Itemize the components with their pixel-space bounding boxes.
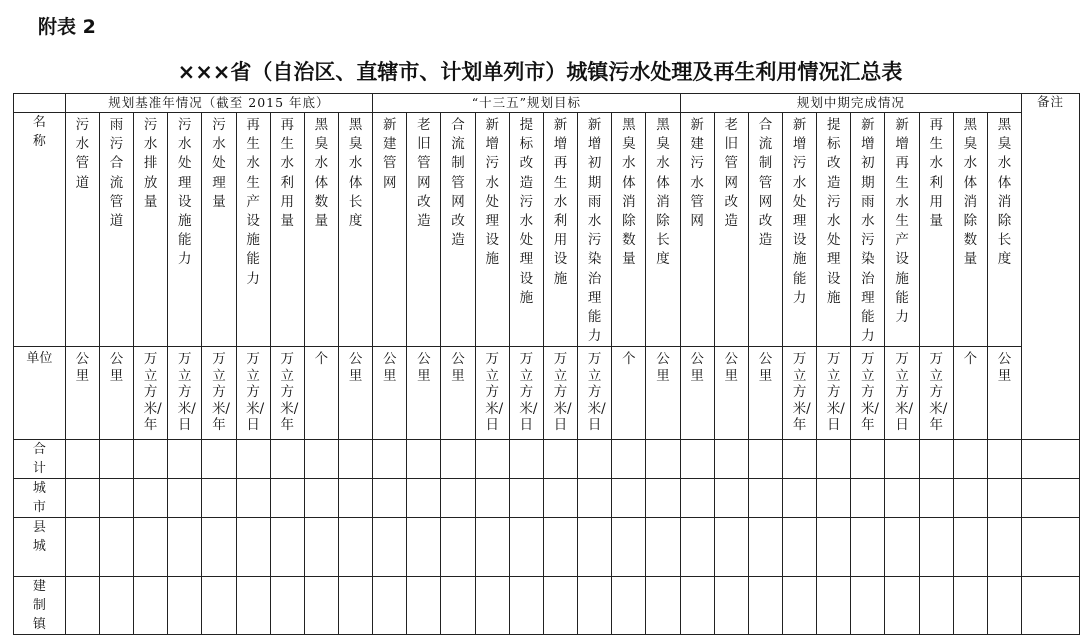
column-header-label: 黑臭水体消除数量 [622,117,636,268]
total-data-cell [338,440,372,479]
unit-cell [817,347,851,440]
unit-label: 万立方米/日 [177,351,196,434]
city-data-cell [509,479,543,518]
county-data-cell [680,518,714,577]
table-title: ×××省（自治区、直辖市、计划单列市）城镇污水处理及再生利用情况汇总表 [177,60,903,84]
total-data-cell [851,440,885,479]
total-data-cell [543,440,577,479]
column-header [134,113,168,347]
column-header-label: 合流制管网改造 [451,117,465,249]
total-data-cell [304,440,338,479]
group-header-row [14,94,1080,113]
city-data-cell [680,479,714,518]
column-header [236,113,270,347]
city-data-cell [885,479,919,518]
column-header [783,113,817,347]
town-data-cell [919,577,953,635]
unit-label: 万立方米/日 [587,351,606,434]
city-data-cell [578,479,612,518]
town-data-cell [134,577,168,635]
column-header-label: 新增初期雨水污染治理能力 [861,117,875,345]
total-data-cell [885,440,919,479]
unit-cell [543,347,577,440]
city-data-cell [236,479,270,518]
unit-label: 万立方米/年 [143,351,162,434]
county-data-cell [304,518,338,577]
town-data-cell [65,577,99,635]
column-header [919,113,953,347]
town-data-cell [953,577,987,635]
county-data-cell [338,518,372,577]
city-data-cell [817,479,851,518]
city-data-cell [202,479,236,518]
column-header-label: 新增污水处理设施 [485,117,499,268]
county-data-cell [646,518,680,577]
county-data-cell [748,518,782,577]
unit-cell [304,347,338,440]
town-data-cell [236,577,270,635]
city-data-cell [441,479,475,518]
county-data-cell [202,518,236,577]
county-data-cell [919,518,953,577]
county-data-cell [270,518,304,577]
town-data-cell [578,577,612,635]
row-label-county: 县城 [14,518,66,577]
total-data-cell [509,440,543,479]
total-data-cell [714,440,748,479]
unit-label: 公里 [690,351,704,384]
column-header [99,113,133,347]
county-data-cell [851,518,885,577]
column-header-label: 黑臭水体消除长度 [997,117,1012,268]
town-data-cell [338,577,372,635]
city-data-cell [543,479,577,518]
column-name-row [14,113,1080,347]
column-header [304,113,338,347]
unit-label: 万立方米/日 [246,351,265,434]
total-data-cell [817,440,851,479]
column-header-label: 黑臭水体长度 [348,117,363,230]
row-label-total: 合计 [14,440,66,479]
city-data-cell [919,479,953,518]
unit-label: 万立方米/年 [280,351,299,434]
column-header [680,113,714,347]
total-data-cell [578,440,612,479]
county-data-cell [612,518,646,577]
column-header-label: 老旧管网改造 [417,117,431,230]
county-data-cell [441,518,475,577]
total-data-cell [236,440,270,479]
unit-label: 万立方米/年 [792,351,811,434]
unit-label: 公里 [724,351,739,384]
corner-cell [14,94,66,113]
column-header [202,113,236,347]
column-header-label: 黑臭水体消除长度 [656,117,670,268]
column-header-label: 再生水利用量 [929,117,943,230]
county-data-cell [475,518,509,577]
county-data-cell [65,518,99,577]
unit-cell [987,347,1021,440]
city-data-cell [748,479,782,518]
unit-cell [783,347,817,440]
county-remarks-cell [1022,518,1080,577]
town-data-cell [851,577,885,635]
total-data-cell [612,440,646,479]
county-data-cell [407,518,441,577]
column-header-label: 污水处理设施能力 [178,117,192,268]
town-row [14,577,1080,635]
county-data-cell [783,518,817,577]
column-header [851,113,885,347]
column-header-label: 雨污合流管道 [109,117,124,230]
column-header [407,113,441,347]
unit-cell [680,347,714,440]
column-header [817,113,851,347]
column-header [509,113,543,347]
town-data-cell [509,577,543,635]
city-data-cell [270,479,304,518]
town-data-cell [543,577,577,635]
unit-label: 万立方米/日 [485,351,504,434]
column-header-label: 新建污水管网 [690,117,704,230]
column-header [65,113,99,347]
unit-cell [338,347,372,440]
total-data-cell [748,440,782,479]
town-data-cell [748,577,782,635]
town-data-cell [202,577,236,635]
unit-label: 公里 [348,351,363,384]
town-data-cell [407,577,441,635]
column-header-label: 老旧管网改造 [724,117,739,230]
column-header [714,113,748,347]
total-data-cell [783,440,817,479]
unit-cell [168,347,202,440]
unit-label: 公里 [997,351,1012,384]
town-data-cell [475,577,509,635]
column-header-label: 黑臭水体消除数量 [963,117,978,268]
total-data-cell [373,440,407,479]
unit-label: 个 [314,351,329,368]
city-data-cell [714,479,748,518]
total-data-cell [441,440,475,479]
column-header [373,113,407,347]
column-header [612,113,646,347]
column-header-label: 再生水生产设施能力 [246,117,260,287]
city-remarks-cell [1022,479,1080,518]
unit-cell [270,347,304,440]
unit-label: 万立方米/日 [519,351,538,434]
column-header [953,113,987,347]
column-header [646,113,680,347]
total-data-cell [953,440,987,479]
unit-row [14,347,1080,440]
town-data-cell [817,577,851,635]
column-header [987,113,1021,347]
total-data-cell [65,440,99,479]
total-data-cell [134,440,168,479]
unit-cell [919,347,953,440]
column-header-label: 再生水利用量 [280,117,294,230]
town-data-cell [441,577,475,635]
column-header-label: 黑臭水体数量 [314,117,329,230]
county-data-cell [168,518,202,577]
city-data-cell [134,479,168,518]
city-data-cell [407,479,441,518]
town-data-cell [612,577,646,635]
summary-table [13,93,1080,635]
town-data-cell [270,577,304,635]
column-header-label: 合流制管网改造 [758,117,773,249]
city-data-cell [646,479,680,518]
county-data-cell [817,518,851,577]
unit-label: 万立方米/日 [553,351,572,434]
city-data-cell [612,479,646,518]
column-header-label: 污水管道 [75,117,90,191]
unit-label: 公里 [75,351,90,384]
unit-label: 万立方米/日 [895,351,914,434]
column-header [543,113,577,347]
unit-label: 万立方米/日 [826,351,845,434]
column-header [168,113,202,347]
town-data-cell [168,577,202,635]
row-label-unit: 单位 [14,347,66,440]
unit-label: 个 [622,351,636,368]
column-header [748,113,782,347]
group-midterm: 规划中期完成情况 [680,94,1022,113]
city-data-cell [304,479,338,518]
column-header [578,113,612,347]
column-header [270,113,304,347]
city-data-cell [99,479,133,518]
county-data-cell [509,518,543,577]
city-data-cell [168,479,202,518]
row-label-name: 名称 [14,113,66,347]
row-label-town: 建制镇 [14,577,66,635]
unit-cell [475,347,509,440]
column-header-label: 新建管网 [382,117,397,191]
unit-label: 公里 [758,351,773,384]
town-data-cell [304,577,338,635]
column-header-label: 污水处理量 [212,117,226,210]
unit-label: 公里 [451,351,465,384]
unit-cell [236,347,270,440]
unit-label: 公里 [417,351,431,384]
town-data-cell [680,577,714,635]
county-data-cell [236,518,270,577]
city-data-cell [851,479,885,518]
row-label-city: 城市 [14,479,66,518]
unit-label: 个 [963,351,978,368]
county-data-cell [714,518,748,577]
unit-cell [851,347,885,440]
city-data-cell [338,479,372,518]
unit-cell [407,347,441,440]
unit-cell [714,347,748,440]
unit-cell [646,347,680,440]
total-data-cell [270,440,304,479]
unit-label: 公里 [382,351,397,384]
total-data-cell [680,440,714,479]
column-header [885,113,919,347]
total-row [14,440,1080,479]
unit-cell [65,347,99,440]
column-header-label: 新增初期雨水污染治理能力 [587,117,602,345]
county-data-cell [373,518,407,577]
total-data-cell [202,440,236,479]
total-data-cell [475,440,509,479]
column-header-label: 新增污水处理设施能力 [792,117,807,306]
unit-cell [202,347,236,440]
town-data-cell [783,577,817,635]
city-data-cell [783,479,817,518]
column-header-label: 提标改造污水处理设施 [519,117,534,306]
unit-label: 公里 [109,351,124,384]
unit-cell [373,347,407,440]
unit-label: 公里 [656,351,670,384]
county-data-cell [953,518,987,577]
town-data-cell [99,577,133,635]
group-baseline: 规划基准年情况（截至 2015 年底） [65,94,372,113]
city-data-cell [373,479,407,518]
town-data-cell [714,577,748,635]
unit-cell [885,347,919,440]
total-data-cell [168,440,202,479]
total-data-cell [99,440,133,479]
unit-cell [953,347,987,440]
city-data-cell [987,479,1021,518]
county-data-cell [578,518,612,577]
unit-label: 万立方米/年 [929,351,948,434]
town-remarks-cell [1022,577,1080,635]
total-data-cell [919,440,953,479]
total-data-cell [987,440,1021,479]
city-data-cell [65,479,99,518]
unit-cell [509,347,543,440]
town-data-cell [885,577,919,635]
unit-label: 万立方米/年 [860,351,879,434]
county-data-cell [543,518,577,577]
total-data-cell [646,440,680,479]
total-remarks-cell [1022,440,1080,479]
unit-cell [441,347,475,440]
total-data-cell [407,440,441,479]
county-row [14,518,1080,577]
column-header-label: 新增再生水利用设施 [553,117,568,287]
column-header-label: 污水排放量 [143,117,158,210]
county-data-cell [134,518,168,577]
town-data-cell [646,577,680,635]
column-header-label: 新增再生水生产设施能力 [895,117,909,326]
city-data-cell [953,479,987,518]
county-data-cell [885,518,919,577]
county-data-cell [99,518,133,577]
unit-cell [748,347,782,440]
unit-cell [99,347,133,440]
appendix-label: 附表 2 [38,16,96,38]
unit-cell [134,347,168,440]
remarks-header: 备注 [1022,94,1080,440]
column-header [441,113,475,347]
town-data-cell [987,577,1021,635]
city-row [14,479,1080,518]
column-header [475,113,509,347]
county-data-cell [987,518,1021,577]
column-header-label: 提标改造污水处理设施 [827,117,841,306]
unit-cell [578,347,612,440]
unit-cell [612,347,646,440]
town-data-cell [373,577,407,635]
group-target: “十三五”规划目标 [373,94,680,113]
column-header [338,113,372,347]
unit-label: 万立方米/年 [211,351,230,434]
city-data-cell [475,479,509,518]
